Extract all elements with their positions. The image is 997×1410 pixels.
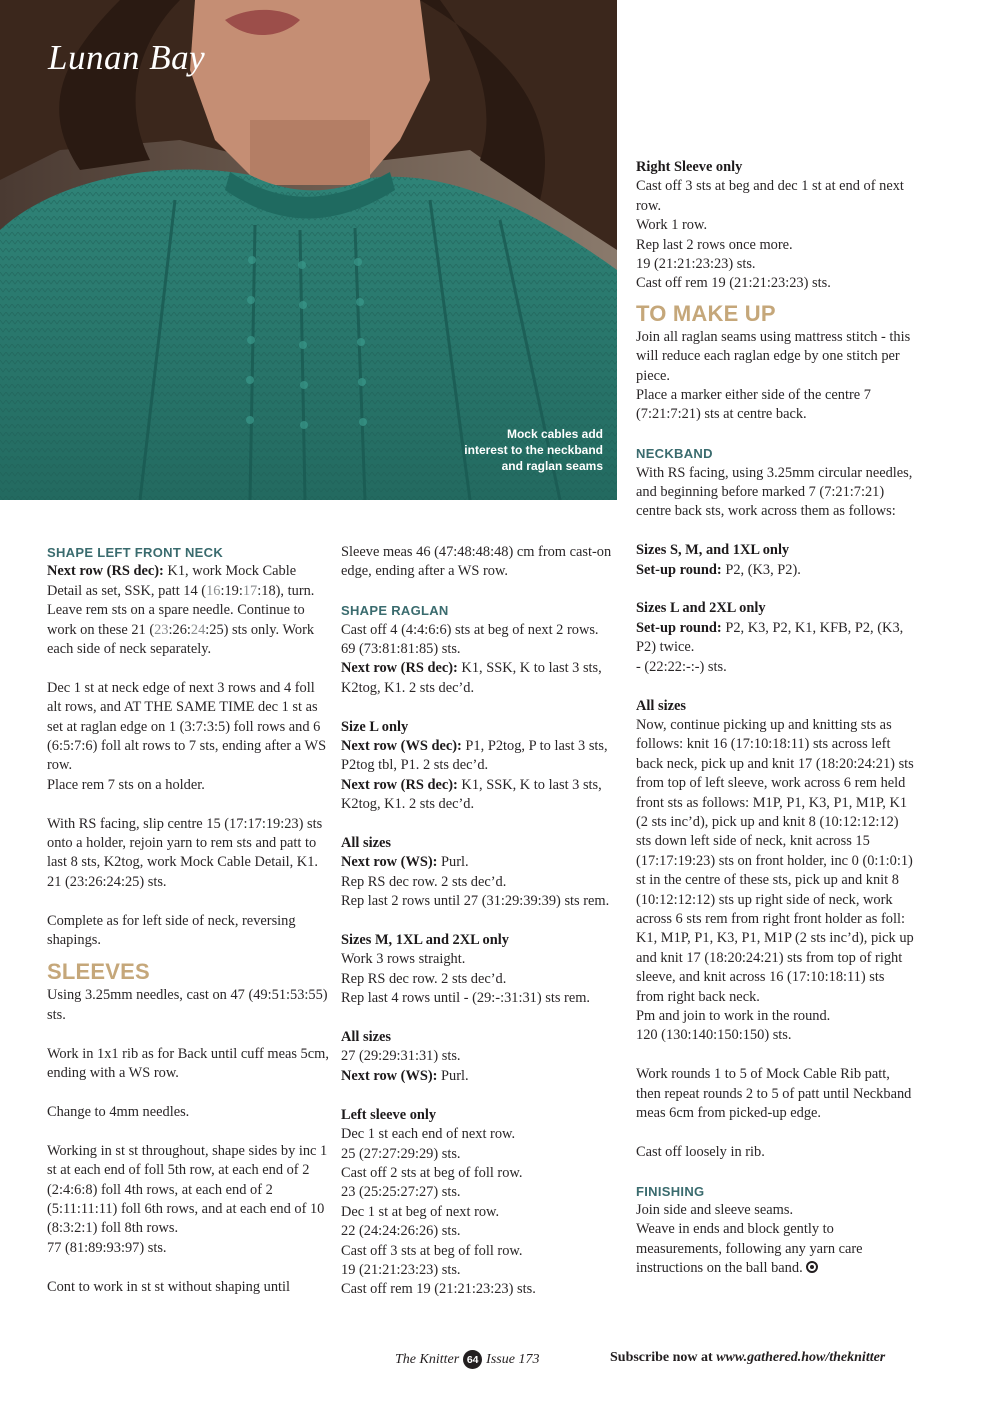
paragraph	[636, 561, 916, 580]
end-mark-icon	[806, 1261, 818, 1273]
paragraph: Rep last 2 rows once more.	[636, 236, 793, 253]
paragraph	[341, 659, 623, 698]
text: P2, K3, P2, K1, KFB, P2, (K3, P2) twice.	[636, 619, 904, 656]
text: P2, (K3, P2).	[721, 561, 801, 578]
text: P1, P2tog, P to last 3 sts, P2tog tbl, P1. 2 sts dec’d.	[341, 738, 608, 774]
paragraph: Cast off rem 19 (21:21:23:23) sts.	[636, 275, 831, 292]
paragraph: Rep last 2 rows until 27 (31:29:39:39) sts rem.	[341, 893, 610, 910]
paragraph: Complete as for left side of neck, reversing shapings.	[47, 912, 296, 949]
bold-lead: Set-up round:	[636, 619, 722, 636]
paragraph: 23 (25:25:27:27) sts.	[341, 1184, 461, 1201]
paragraph: 19 (21:21:23:23) sts.	[636, 256, 756, 273]
paragraph: Work rounds 1 to 5 of Mock Cable Rib patt, then repeat rounds 2 to 5 of patt until Neckband meas 6cm from picked-up edge.	[636, 1066, 912, 1122]
paragraph: Rep RS dec row. 2 sts dec’d.	[341, 970, 507, 987]
size-value: 16	[206, 582, 221, 599]
bold-lead: Next row (WS):	[341, 854, 438, 871]
text: :26:	[168, 621, 191, 638]
subscribe-link[interactable]: www.gathered.how/theknitter	[716, 1350, 886, 1365]
text: Weave in ends and block gently to measurements, following any yarn care instructions on the ball band.	[636, 1221, 863, 1277]
subheading-all-sizes	[341, 1028, 623, 1047]
paragraph: Work 3 rows straight.	[341, 951, 466, 968]
issue-number: Issue 173	[486, 1351, 540, 1367]
paragraph: Work in 1x1 rib as for Back until cuff meas 5cm, ending with a WS row.	[47, 1045, 329, 1082]
paragraph: Pm and join to work in the round.	[636, 1008, 831, 1024]
paragraph: Using 3.25mm needles, cast on 47 (49:51:53:55) sts.	[47, 987, 328, 1023]
text: Purl.	[437, 854, 469, 871]
paragraph: 22 (24:24:26:26) sts.	[341, 1223, 461, 1240]
heading-neckband: NECKBAND	[636, 446, 713, 462]
column-1	[47, 543, 329, 1297]
paragraph: Cast off loosely in rib.	[636, 1143, 765, 1160]
page-number: 64	[463, 1350, 482, 1369]
paragraph: Dec 1 st at beg of next row.	[341, 1203, 500, 1220]
paragraph: Rep last 4 rows until - (29:-:31:31) sts rem.	[341, 990, 591, 1007]
text: K1, SSK, K to last 3 sts, K2tog, K1. 2 sts dec’d.	[341, 660, 602, 696]
bold-lead: Sizes L and 2XL only	[636, 600, 766, 617]
page-footer	[0, 1350, 997, 1370]
bold-lead: All sizes	[341, 835, 391, 852]
heading-sleeves: SLEEVES	[47, 959, 150, 985]
paragraph: 120 (130:140:150:150) sts.	[636, 1027, 792, 1044]
paragraph: With RS facing, using 3.25mm circular needles, and beginning before marked 7 (7:21:7:21) centre back sts, work across them as follows:	[636, 464, 913, 520]
text: K1, SSK, K to last 3 sts, K2tog, K1. 2 sts dec’d.	[341, 776, 602, 813]
paragraph: Rep RS dec row. 2 sts dec’d.	[341, 873, 507, 890]
paragraph: Dec 1 st at neck edge of next 3 rows and 4 foll alt rows, and AT THE SAME TIME dec 1 st as set at raglan edge on 1 (3:7:3:5) foll rows and 6 (6:5:7:6) foll alt rows to 7 sts, ending after a WS row.	[47, 679, 327, 774]
paragraph	[636, 1220, 916, 1278]
size-value: 23	[154, 621, 169, 638]
paragraph: Cast off 4 (4:4:6:6) sts at beg of next 2 rows.	[341, 621, 599, 638]
text: :18), turn. Leave rem sts on a spare needle. Continue to work on these 21 (	[47, 582, 315, 638]
subheading-right-sleeve	[636, 158, 916, 177]
bold-lead: Next row (RS dec):	[341, 776, 458, 793]
bold-lead: Sizes S, M, and 1XL only	[636, 542, 790, 559]
bold-lead: All sizes	[636, 697, 686, 714]
paragraph: Cast off rem 19 (21:21:23:23) sts.	[341, 1281, 536, 1298]
paragraph	[47, 562, 329, 659]
subheading-all-sizes	[341, 834, 623, 853]
magazine-name: The Knitter	[395, 1351, 460, 1367]
subheading-sizes-l	[636, 599, 916, 618]
paragraph: 69 (73:81:81:85) sts.	[341, 641, 461, 658]
bold-lead: Next row (WS):	[341, 1067, 438, 1084]
paragraph: Working in st st throughout, shape sides by inc 1 st at each end of foll 5th row, at each end of 2 (2:4:6:8) foll 4th rows, at each end of 2 (5:11:11:11) foll 6th rows, and at each end of 10 (8:3:2:1) foll 8th rows.	[47, 1142, 328, 1237]
paragraph: Place rem 7 sts on a holder.	[47, 776, 205, 793]
paragraph: Cast off 2 sts at beg of foll row.	[341, 1164, 523, 1181]
bold-lead: Next row (RS dec):	[47, 563, 164, 580]
paragraph: Sleeve meas 46 (47:48:48:48) cm from cast-on edge, ending after a WS row.	[341, 544, 612, 580]
paragraph: Work 1 row.	[636, 217, 708, 234]
paragraph: Cast off 3 sts at beg and dec 1 st at end of next row.	[636, 178, 904, 214]
heading-shape-raglan: SHAPE RAGLAN	[341, 603, 449, 619]
pattern-title: Lunan Bay	[48, 38, 206, 77]
footer-magazine	[395, 1350, 539, 1369]
paragraph: With RS facing, slip centre 15 (17:17:19:23) sts onto a holder, rejoin yarn to rem sts and patt to last 8 sts, K2tog, work Mock Cable Detail, K1.	[47, 815, 323, 871]
subheading-sizes-s	[636, 541, 916, 560]
paragraph: Place a marker either side of the centre 7 (7:21:7:21) sts at centre back.	[636, 387, 871, 423]
bold-lead: Next row (RS dec):	[341, 660, 458, 677]
footer-subscribe	[610, 1350, 885, 1366]
paragraph: Now, continue picking up and knitting sts as follows: knit 16 (17:10:18:11) sts across left back neck, pick up and knit 17 (18:20:24:21) sts from top of left sleeve, work across 6 rem held front sts as follows: M1P, P1, K3, P1, M1P, K1 (2 sts inc’d), pick up and knit 8 (10:12:12:12) sts down left side of neck, knit across 15 (17:17:19:23) sts on front holder, inc 0 (0:1:0:1) st in the centre of these sts, pick up and knit 8 (10:12:12:12) sts up right side of neck, work across 6 sts rem from right front holder as foll: K1, M1P, P1, K3, P1, M1P (2 sts inc’d), pick up and knit 17 (18:20:24:21) sts from top of right sleeve, and knit across 16 (17:10:18:11) sts from right back neck.	[636, 716, 914, 1005]
text: :25) sts only. Work each side of neck separately.	[47, 621, 315, 658]
paragraph: Dec 1 st each end of next row.	[341, 1126, 516, 1143]
paragraph	[341, 1067, 623, 1086]
hero-photo	[0, 0, 617, 500]
size-value: 17	[242, 582, 258, 599]
paragraph: Cont to work in st st without shaping until	[47, 1278, 291, 1295]
bold-lead: Next row (WS dec):	[341, 738, 462, 755]
paragraph: Change to 4mm needles.	[47, 1103, 190, 1120]
bold-lead: Sizes M, 1XL and 2XL only	[341, 932, 509, 949]
bold-lead: All sizes	[341, 1029, 391, 1046]
heading-shape-left-front-neck: SHAPE LEFT FRONT NECK	[47, 545, 224, 560]
bold-lead: Size L only	[341, 718, 409, 735]
text: :19:	[220, 582, 243, 599]
paragraph: Join all raglan seams using mattress stitch - this will reduce each raglan edge by one stitch per piece.	[636, 328, 911, 384]
paragraph: Cast off 3 sts at beg of foll row.	[341, 1242, 523, 1259]
paragraph	[341, 776, 623, 815]
paragraph: 27 (29:29:31:31) sts.	[341, 1048, 461, 1065]
paragraph: 25 (27:27:29:29) sts.	[341, 1145, 461, 1162]
column-2	[341, 543, 623, 1300]
subheading-left-sleeve	[341, 1106, 623, 1125]
subheading-all-sizes	[636, 697, 916, 716]
photo-caption: Mock cables add interest to the neckband and raglan seams	[464, 427, 603, 473]
subscribe-text: Subscribe now at	[610, 1350, 717, 1365]
paragraph: Join side and sleeve seams.	[636, 1202, 794, 1219]
paragraph	[341, 853, 623, 872]
text: Purl.	[437, 1067, 469, 1084]
size-value: 24	[190, 621, 206, 638]
heading-to-make-up: TO MAKE UP	[636, 300, 776, 326]
subheading-sizes-m	[341, 931, 623, 950]
bold-lead: Set-up round:	[636, 561, 722, 578]
paragraph: 21 (23:26:24:25) sts.	[47, 873, 167, 890]
paragraph	[636, 619, 916, 658]
heading-finishing: FINISHING	[636, 1183, 705, 1199]
bold-lead: Right Sleeve only	[636, 159, 743, 175]
bold-lead: Left sleeve only	[341, 1106, 437, 1123]
paragraph: 77 (81:89:93:97) sts.	[47, 1239, 167, 1256]
paragraph: - (22:22:-:-) sts.	[636, 658, 727, 675]
paragraph: 19 (21:21:23:23) sts.	[341, 1261, 461, 1278]
text: K1, work Mock Cable Detail as set, SSK, patt 14 (	[47, 563, 297, 599]
column-3	[636, 158, 916, 1279]
paragraph	[341, 737, 623, 776]
subheading-size-l	[341, 718, 623, 737]
